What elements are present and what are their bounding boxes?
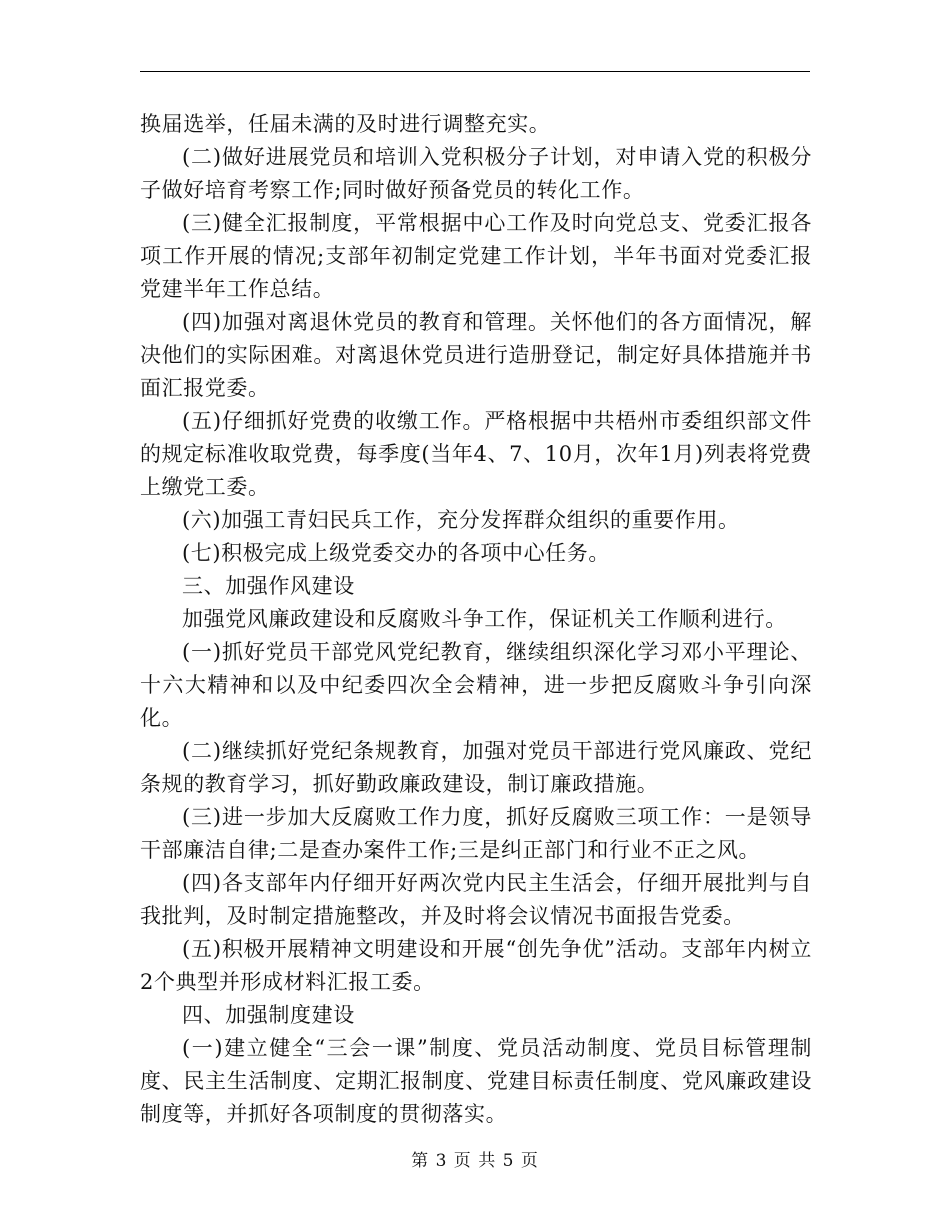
paragraph: (三)健全汇报制度，平常根据中心工作及时向党总支、党委汇报各项工作开展的情况;支部年初制定党建工作计划，半年书面对党委汇报党建半年工作总结。 xyxy=(140,211,812,301)
paragraph: (四)各支部年内仔细开好两次党内民主生活会，仔细开展批判与自我批判，及时制定措施整改，并及时将会议情况书面报告党委。 xyxy=(140,871,812,928)
paragraph: (四)加强对离退休党员的教育和管理。关怀他们的各方面情况，解决他们的实际困难。对离退休党员进行造册登记，制定好具体措施并书面汇报党委。 xyxy=(140,310,812,400)
paragraph: (三)进一步加大反腐败工作力度，抓好反腐败三项工作：一是领导干部廉洁自律;二是查办案件工作;三是纠正部门和行业不正之风。 xyxy=(140,805,812,862)
page-number-footer: 第 3 页 共 5 页 xyxy=(411,1151,539,1171)
paragraph: (七)积极完成上级党委交办的各项中心任务。 xyxy=(182,541,610,565)
document-body xyxy=(140,108,812,1131)
paragraph: 加强党风廉政建设和反腐败斗争工作，保证机关工作顺利进行。 xyxy=(182,607,787,631)
paragraph: (五)积极开展精神文明建设和开展“创先争优”活动。支部年内树立2个典型并形成材料汇报工委。 xyxy=(140,937,812,994)
paragraph: (二)做好进展党员和培训入党积极分子计划，对申请入党的积极分子做好培育考察工作;同时做好预备党员的转化工作。 xyxy=(140,145,812,202)
paragraph: (二)继续抓好党纪条规教育，加强对党员干部进行党风廉政、党纪条规的教育学习，抓好勤政廉政建设，制订廉政措施。 xyxy=(140,739,812,796)
header-rule xyxy=(140,71,810,72)
section-heading: 四、加强制度建设 xyxy=(182,1003,355,1027)
section-heading: 三、加强作风建设 xyxy=(182,574,355,598)
paragraph: 换届选举，任届未满的及时进行调整充实。 xyxy=(140,112,551,136)
paragraph: (五)仔细抓好党费的收缴工作。严格根据中共梧州市委组织部文件的规定标准收取党费，每季度(当年4、7、10月，次年1月)列表将党费上缴党工委。 xyxy=(140,409,812,499)
paragraph: (一)抓好党员干部党风党纪教育，继续组织深化学习邓小平理论、十六大精神和以及中纪委四次全会精神，进一步把反腐败斗争引向深化。 xyxy=(140,640,812,730)
paragraph: (一)建立健全“三会一课”制度、党员活动制度、党员目标管理制度、民主生活制度、定期汇报制度、党建目标责任制度、党风廉政建设制度等，并抓好各项制度的贯彻落实。 xyxy=(140,1036,812,1126)
paragraph: (六)加强工青妇民兵工作，充分发挥群众组织的重要作用。 xyxy=(182,508,740,532)
